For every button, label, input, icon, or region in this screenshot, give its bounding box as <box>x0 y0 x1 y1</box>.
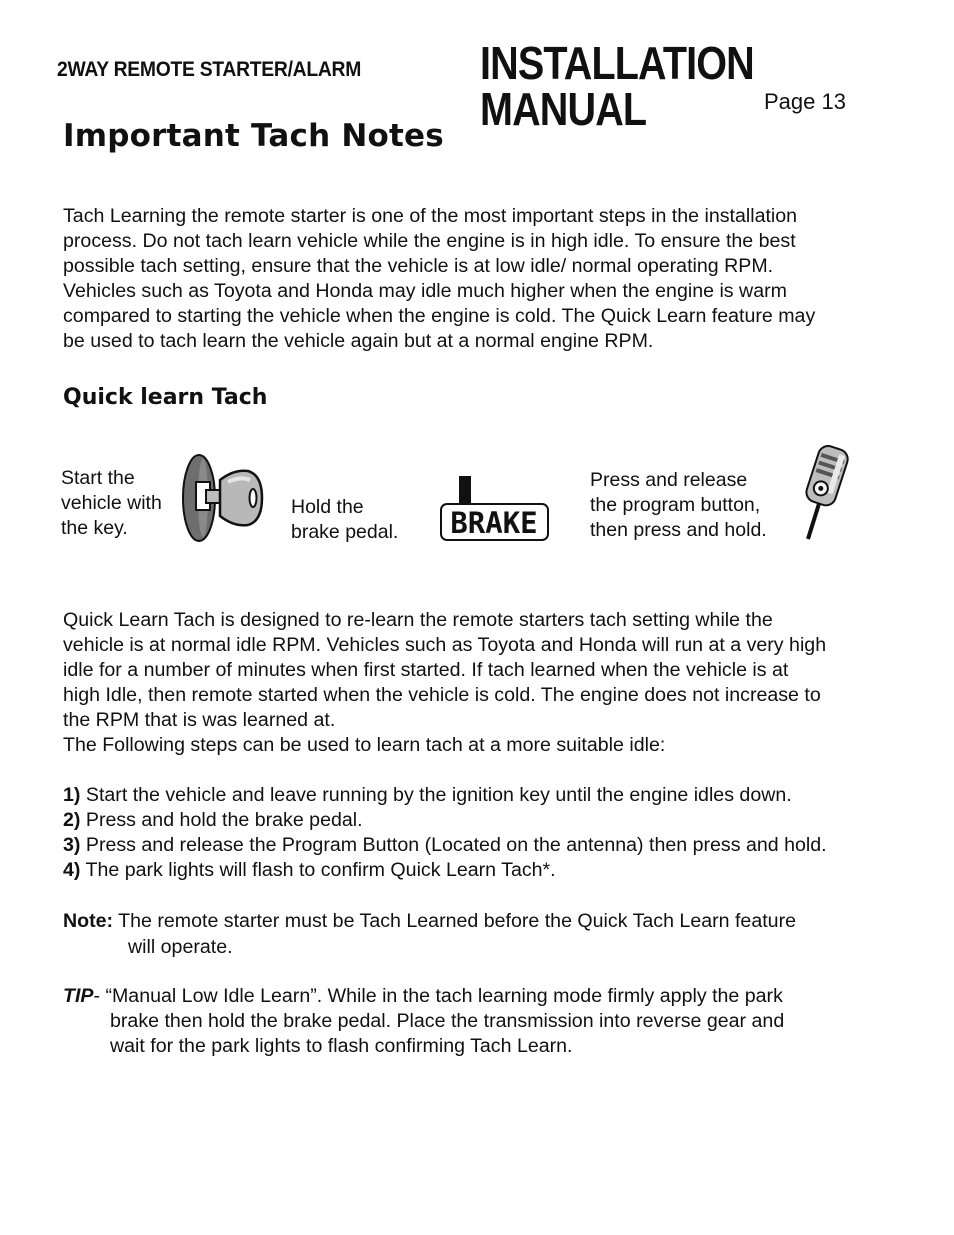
page-number: Page 13 <box>764 89 846 114</box>
brake-caption <box>291 495 398 545</box>
step-number: 4) <box>63 859 81 881</box>
caption-line: brake pedal. <box>291 521 399 543</box>
quick-learn-paragraph <box>63 608 826 758</box>
tip-line: wait for the park lights to flash confirming Tach Learn. <box>110 1035 573 1057</box>
tip-text: - “Manual Low Idle Learn”. While in the tach learning mode firmly apply the park <box>93 985 783 1007</box>
antenna-module-icon <box>798 444 856 544</box>
paragraph-line: process. Do not tach learn vehicle while the engine is in high idle. To ensure the best <box>63 230 796 252</box>
list-item <box>63 858 827 883</box>
paragraph-line: Tach Learning the remote starter is one of the most important steps in the installation <box>63 205 798 227</box>
ignition-key-icon <box>176 452 266 544</box>
section-title: Important Tach Notes <box>63 118 444 154</box>
paragraph-line: Quick Learn Tach is designed to re-learn the remote starters tach setting while the <box>63 609 773 631</box>
brake-pedal-icon <box>438 474 552 544</box>
caption-line: Start the <box>61 467 135 489</box>
note-block <box>63 908 796 960</box>
note-text: The remote starter must be Tach Learned before the Quick Tach Learn feature <box>113 910 796 932</box>
manual-title: INSTALLATION MANUAL <box>480 37 754 135</box>
step-number: 1) <box>63 784 81 806</box>
paragraph-line: possible tach setting, ensure that the vehicle is at low idle/ normal operating RPM. <box>63 255 774 277</box>
paragraph-line: be used to tach learn the vehicle again but at a normal engine RPM. <box>63 330 654 352</box>
steps-list <box>63 783 827 883</box>
paragraph-line: compared to starting the vehicle when the engine is cold. The Quick Learn feature may <box>63 305 816 327</box>
caption-line: Hold the <box>291 496 364 518</box>
button-caption <box>590 468 767 543</box>
note-line <box>63 908 796 934</box>
paragraph-line: Vehicles such as Toyota and Honda may idle much higher when the engine is warm <box>63 280 787 302</box>
brand-header: 2WAY REMOTE STARTER/ALARM <box>57 58 362 81</box>
quick-learn-title: Quick learn Tach <box>63 385 268 410</box>
paragraph-line: the RPM that is was learned at. <box>63 709 336 731</box>
caption-line: the key. <box>61 517 128 539</box>
step-text: Start the vehicle and leave running by the ignition key until the engine idles down. <box>80 784 792 806</box>
paragraph-line: vehicle is at normal idle RPM. Vehicles such as Toyota and Honda will run at a very high <box>63 634 827 656</box>
list-item <box>63 808 827 833</box>
brake-label: BRAKE <box>450 506 538 540</box>
paragraph-line: idle for a number of minutes when first started. If tach learned when the vehicle is at <box>63 659 789 681</box>
list-item <box>63 783 827 808</box>
step-text: Press and hold the brake pedal. <box>80 809 363 831</box>
key-caption <box>61 466 162 541</box>
caption-line: the program button, <box>590 494 761 516</box>
step-text: The park lights will flash to confirm Quick Learn Tach*. <box>80 859 556 881</box>
note-label: Note: <box>63 910 114 932</box>
note-line: will operate. <box>128 936 233 958</box>
caption-line: then press and hold. <box>590 519 767 541</box>
tip-block <box>63 984 784 1059</box>
tip-line: brake then hold the brake pedal. Place the transmission into reverse gear and <box>110 1010 785 1032</box>
tip-line <box>63 984 784 1009</box>
caption-line: Press and release <box>590 469 748 491</box>
tip-label: TIP <box>63 985 94 1007</box>
tach-notes-paragraph <box>63 204 815 354</box>
list-item <box>63 833 827 858</box>
step-number: 3) <box>63 834 81 856</box>
caption-line: vehicle with <box>61 492 162 514</box>
paragraph-line: The Following steps can be used to learn tach at a more suitable idle: <box>63 734 666 756</box>
paragraph-line: high Idle, then remote started when the vehicle is cold. The engine does not increase to <box>63 684 821 706</box>
step-text: Press and release the Program Button (Located on the antenna) then press and hold. <box>80 834 827 856</box>
step-number: 2) <box>63 809 81 831</box>
